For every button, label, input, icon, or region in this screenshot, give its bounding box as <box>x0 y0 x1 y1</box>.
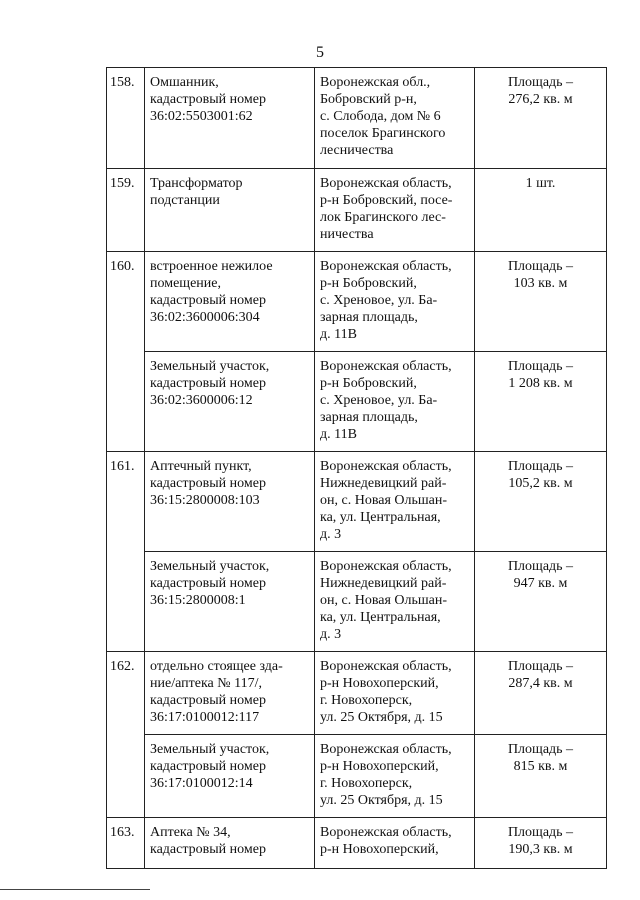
property-table <box>106 67 607 869</box>
table-row <box>107 552 607 652</box>
property-address: Воронежская область, р-н Бобровский, с. Хреновое, ул. Ба- зарная площадь, д. 11В <box>315 252 475 352</box>
row-number: 158. <box>107 68 145 169</box>
property-area: Площадь – 105,2 кв. м <box>475 452 607 552</box>
property-area: 1 шт. <box>475 169 607 252</box>
footnote-divider <box>0 889 150 890</box>
property-name: Земельный участок, кадастровый номер 36:15:2800008:1 <box>145 552 315 652</box>
table-row <box>107 452 607 552</box>
property-name: Аптечный пункт, кадастровый номер 36:15:2800008:103 <box>145 452 315 552</box>
property-address: Воронежская область, р-н Новохоперский, г. Новохоперск, ул. 25 Октября, д. 15 <box>315 652 475 735</box>
property-address: Воронежская обл., Бобровский р-н, с. Слобода, дом № 6 поселок Брагинского лесничества <box>315 68 475 169</box>
property-address: Воронежская область, Нижнедевицкий рай- он, с. Новая Ольшан- ка, ул. Центральная, д. 3 <box>315 452 475 552</box>
table-row <box>107 818 607 869</box>
property-area: Площадь – 287,4 кв. м <box>475 652 607 735</box>
property-name: отдельно стоящее зда- ние/аптека № 117/, кадастровый номер 36:17:0100012:117 <box>145 652 315 735</box>
property-address: Воронежская область, р-н Новохоперский, г. Новохоперск, ул. 25 Октября, д. 15 <box>315 735 475 818</box>
property-area: Площадь – 1 208 кв. м <box>475 352 607 452</box>
property-area: Площадь – 276,2 кв. м <box>475 68 607 169</box>
table-row <box>107 68 607 169</box>
table-row <box>107 352 607 452</box>
property-address: Воронежская область, р-н Новохоперский, <box>315 818 475 869</box>
page-number: 5 <box>316 44 324 61</box>
property-area: Площадь – 190,3 кв. м <box>475 818 607 869</box>
row-number: 159. <box>107 169 145 252</box>
row-number: 162. <box>107 652 145 818</box>
property-address: Воронежская область, р-н Бобровский, посе- лок Брагинского лес- ничества <box>315 169 475 252</box>
property-name: Омшанник, кадастровый номер 36:02:5503001:62 <box>145 68 315 169</box>
property-area: Площадь – 815 кв. м <box>475 735 607 818</box>
property-name: Земельный участок, кадастровый номер 36:17:0100012:14 <box>145 735 315 818</box>
table-row <box>107 652 607 735</box>
property-address: Воронежская область, Нижнедевицкий рай- он, с. Новая Ольшан- ка, ул. Центральная, д. 3 <box>315 552 475 652</box>
property-name: Земельный участок, кадастровый номер 36:02:3600006:12 <box>145 352 315 452</box>
table-row <box>107 735 607 818</box>
property-name: Аптека № 34, кадастровый номер <box>145 818 315 869</box>
property-area: Площадь – 947 кв. м <box>475 552 607 652</box>
property-area: Площадь – 103 кв. м <box>475 252 607 352</box>
property-name: встроенное нежилое помещение, кадастровый номер 36:02:3600006:304 <box>145 252 315 352</box>
row-number: 160. <box>107 252 145 452</box>
table-row <box>107 252 607 352</box>
property-name: Трансформатор подстанции <box>145 169 315 252</box>
table-row <box>107 169 607 252</box>
row-number: 163. <box>107 818 145 869</box>
property-address: Воронежская область, р-н Бобровский, с. Хреновое, ул. Ба- зарная площадь, д. 11В <box>315 352 475 452</box>
row-number: 161. <box>107 452 145 652</box>
